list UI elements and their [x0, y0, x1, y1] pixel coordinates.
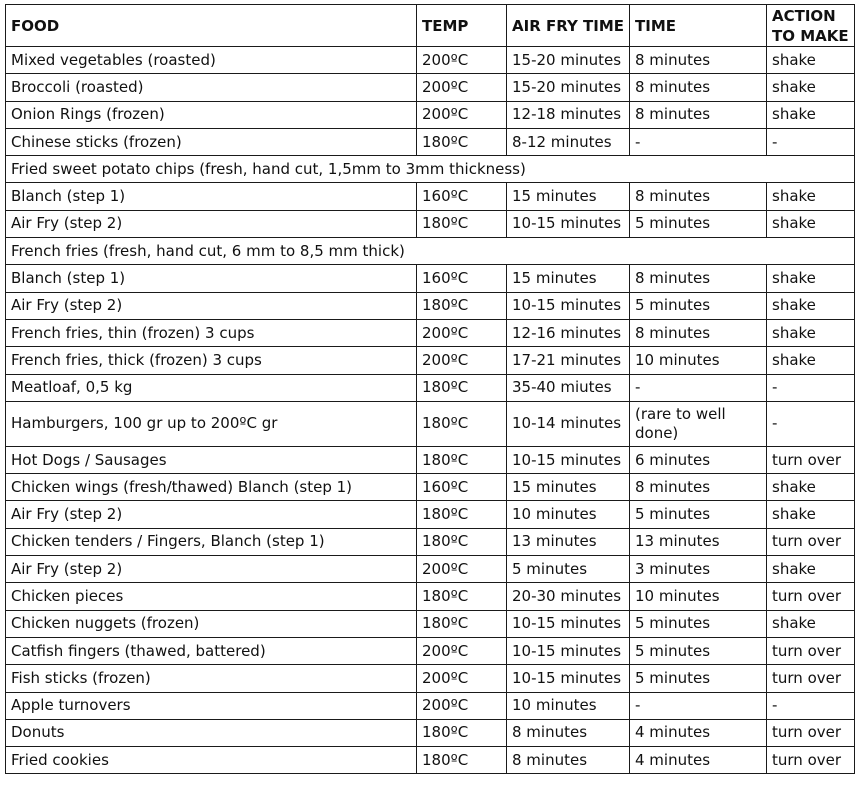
cell-air-fry-time: 12-18 minutes — [507, 101, 630, 128]
cell-time: 6 minutes — [630, 446, 767, 473]
cell-action: turn over — [767, 665, 855, 692]
cell-action: turn over — [767, 583, 855, 610]
cell-food: Hamburgers, 100 gr up to 200ºC gr — [6, 401, 417, 446]
table-row — [6, 128, 855, 155]
cell-time: 10 minutes — [630, 347, 767, 374]
cell-air-fry-time: 15-20 minutes — [507, 47, 630, 74]
cell-time: 8 minutes — [630, 47, 767, 74]
cell-action: shake — [767, 292, 855, 319]
cell-time: 8 minutes — [630, 474, 767, 501]
cell-air-fry-time: 10-15 minutes — [507, 292, 630, 319]
air-fry-cooking-table — [5, 4, 855, 774]
cell-food: Onion Rings (frozen) — [6, 101, 417, 128]
cell-food: Broccoli (roasted) — [6, 74, 417, 101]
header-action: ACTION TO MAKE — [767, 5, 855, 47]
cell-food: Air Fry (step 2) — [6, 556, 417, 583]
cell-temp: 180ºC — [417, 583, 507, 610]
cell-action: shake — [767, 474, 855, 501]
cell-time: 5 minutes — [630, 665, 767, 692]
cell-time: - — [630, 692, 767, 719]
cell-temp: 180ºC — [417, 446, 507, 473]
cell-temp: 180ºC — [417, 747, 507, 774]
section-row — [6, 238, 855, 265]
table-row — [6, 583, 855, 610]
cell-temp: 200ºC — [417, 692, 507, 719]
cell-temp: 180ºC — [417, 528, 507, 555]
cell-time: 5 minutes — [630, 610, 767, 637]
cell-air-fry-time: 10 minutes — [507, 692, 630, 719]
cell-time: 13 minutes — [630, 528, 767, 555]
cell-action: turn over — [767, 719, 855, 746]
cell-time: 10 minutes — [630, 583, 767, 610]
cell-time: 5 minutes — [630, 501, 767, 528]
cell-air-fry-time: 15 minutes — [507, 183, 630, 210]
cell-temp: 180ºC — [417, 610, 507, 637]
cell-action: - — [767, 128, 855, 155]
cell-food: French fries, thick (frozen) 3 cups — [6, 347, 417, 374]
table-row — [6, 292, 855, 319]
cell-air-fry-time: 10-15 minutes — [507, 665, 630, 692]
cell-food: Catfish fingers (thawed, battered) — [6, 637, 417, 664]
cell-temp: 180ºC — [417, 210, 507, 237]
header-temp: TEMP — [417, 5, 507, 47]
air-fry-table-container — [5, 4, 855, 774]
table-row — [6, 610, 855, 637]
cell-food: Chinese sticks (frozen) — [6, 128, 417, 155]
cell-action: shake — [767, 347, 855, 374]
cell-temp: 200ºC — [417, 665, 507, 692]
cell-air-fry-time: 17-21 minutes — [507, 347, 630, 374]
section-row — [6, 156, 855, 183]
table-row — [6, 265, 855, 292]
cell-temp: 160ºC — [417, 474, 507, 501]
cell-time: - — [630, 374, 767, 401]
cell-air-fry-time: 5 minutes — [507, 556, 630, 583]
cell-temp: 180ºC — [417, 128, 507, 155]
cell-temp: 180ºC — [417, 401, 507, 446]
cell-food: Blanch (step 1) — [6, 183, 417, 210]
table-row — [6, 528, 855, 555]
cell-air-fry-time: 8-12 minutes — [507, 128, 630, 155]
cell-time: 8 minutes — [630, 319, 767, 346]
cell-food: Hot Dogs / Sausages — [6, 446, 417, 473]
cell-temp: 200ºC — [417, 556, 507, 583]
cell-temp: 180ºC — [417, 719, 507, 746]
cell-food: Chicken pieces — [6, 583, 417, 610]
table-body — [6, 47, 855, 774]
cell-action: turn over — [767, 637, 855, 664]
cell-time: 4 minutes — [630, 719, 767, 746]
cell-temp: 180ºC — [417, 501, 507, 528]
table-row — [6, 347, 855, 374]
cell-action: shake — [767, 47, 855, 74]
cell-action: shake — [767, 501, 855, 528]
table-row — [6, 747, 855, 774]
cell-food: French fries, thin (frozen) 3 cups — [6, 319, 417, 346]
cell-action: turn over — [767, 528, 855, 555]
header-food: FOOD — [6, 5, 417, 47]
cell-air-fry-time: 20-30 minutes — [507, 583, 630, 610]
table-row — [6, 183, 855, 210]
cell-food: Blanch (step 1) — [6, 265, 417, 292]
cell-time: 8 minutes — [630, 74, 767, 101]
cell-time: 5 minutes — [630, 637, 767, 664]
cell-time: 4 minutes — [630, 747, 767, 774]
cell-time: 8 minutes — [630, 265, 767, 292]
cell-air-fry-time: 12-16 minutes — [507, 319, 630, 346]
cell-temp: 200ºC — [417, 74, 507, 101]
section-heading-cell: Fried sweet potato chips (fresh, hand cut, 1,5mm to 3mm thickness) — [6, 156, 855, 183]
cell-action: - — [767, 374, 855, 401]
table-row — [6, 665, 855, 692]
cell-air-fry-time: 13 minutes — [507, 528, 630, 555]
header-row — [6, 5, 855, 47]
cell-air-fry-time: 15-20 minutes — [507, 74, 630, 101]
cell-air-fry-time: 10-15 minutes — [507, 210, 630, 237]
table-row — [6, 692, 855, 719]
table-row — [6, 47, 855, 74]
section-heading-cell: French fries (fresh, hand cut, 6 mm to 8,5 mm thick) — [6, 238, 855, 265]
cell-action: - — [767, 692, 855, 719]
table-row — [6, 319, 855, 346]
cell-food: Air Fry (step 2) — [6, 292, 417, 319]
table-row — [6, 719, 855, 746]
cell-temp: 200ºC — [417, 319, 507, 346]
cell-food: Air Fry (step 2) — [6, 501, 417, 528]
cell-action: shake — [767, 101, 855, 128]
cell-air-fry-time: 15 minutes — [507, 474, 630, 501]
table-row — [6, 501, 855, 528]
cell-food: Chicken tenders / Fingers, Blanch (step 1) — [6, 528, 417, 555]
cell-air-fry-time: 10-14 minutes — [507, 401, 630, 446]
cell-air-fry-time: 10 minutes — [507, 501, 630, 528]
cell-temp: 200ºC — [417, 101, 507, 128]
cell-time: 8 minutes — [630, 101, 767, 128]
cell-food: Donuts — [6, 719, 417, 746]
table-row — [6, 556, 855, 583]
cell-action: shake — [767, 610, 855, 637]
cell-time: - — [630, 128, 767, 155]
table-row — [6, 101, 855, 128]
cell-action: shake — [767, 319, 855, 346]
cell-air-fry-time: 8 minutes — [507, 719, 630, 746]
table-row — [6, 474, 855, 501]
cell-temp: 200ºC — [417, 347, 507, 374]
cell-action: shake — [767, 556, 855, 583]
header-time: TIME — [630, 5, 767, 47]
cell-air-fry-time: 8 minutes — [507, 747, 630, 774]
cell-temp: 180ºC — [417, 292, 507, 319]
cell-time: 5 minutes — [630, 210, 767, 237]
cell-temp: 180ºC — [417, 374, 507, 401]
table-row — [6, 446, 855, 473]
cell-action: - — [767, 401, 855, 446]
cell-air-fry-time: 35-40 miutes — [507, 374, 630, 401]
cell-action: shake — [767, 74, 855, 101]
cell-temp: 200ºC — [417, 637, 507, 664]
cell-action: shake — [767, 210, 855, 237]
cell-action: shake — [767, 265, 855, 292]
cell-food: Meatloaf, 0,5 kg — [6, 374, 417, 401]
cell-temp: 160ºC — [417, 183, 507, 210]
cell-food: Chicken nuggets (frozen) — [6, 610, 417, 637]
cell-air-fry-time: 10-15 minutes — [507, 610, 630, 637]
cell-food: Air Fry (step 2) — [6, 210, 417, 237]
cell-time: (rare to well done) — [630, 401, 767, 446]
table-row — [6, 637, 855, 664]
cell-air-fry-time: 15 minutes — [507, 265, 630, 292]
header-air-fry-time: AIR FRY TIME — [507, 5, 630, 47]
cell-food: Chicken wings (fresh/thawed) Blanch (step 1) — [6, 474, 417, 501]
cell-temp: 160ºC — [417, 265, 507, 292]
cell-action: shake — [767, 183, 855, 210]
cell-food: Fish sticks (frozen) — [6, 665, 417, 692]
cell-temp: 200ºC — [417, 47, 507, 74]
table-row — [6, 401, 855, 446]
table-row — [6, 74, 855, 101]
cell-air-fry-time: 10-15 minutes — [507, 637, 630, 664]
cell-action: turn over — [767, 747, 855, 774]
cell-time: 8 minutes — [630, 183, 767, 210]
cell-air-fry-time: 10-15 minutes — [507, 446, 630, 473]
cell-action: turn over — [767, 446, 855, 473]
cell-food: Fried cookies — [6, 747, 417, 774]
cell-time: 3 minutes — [630, 556, 767, 583]
cell-time: 5 minutes — [630, 292, 767, 319]
table-row — [6, 210, 855, 237]
table-row — [6, 374, 855, 401]
cell-food: Apple turnovers — [6, 692, 417, 719]
cell-food: Mixed vegetables (roasted) — [6, 47, 417, 74]
